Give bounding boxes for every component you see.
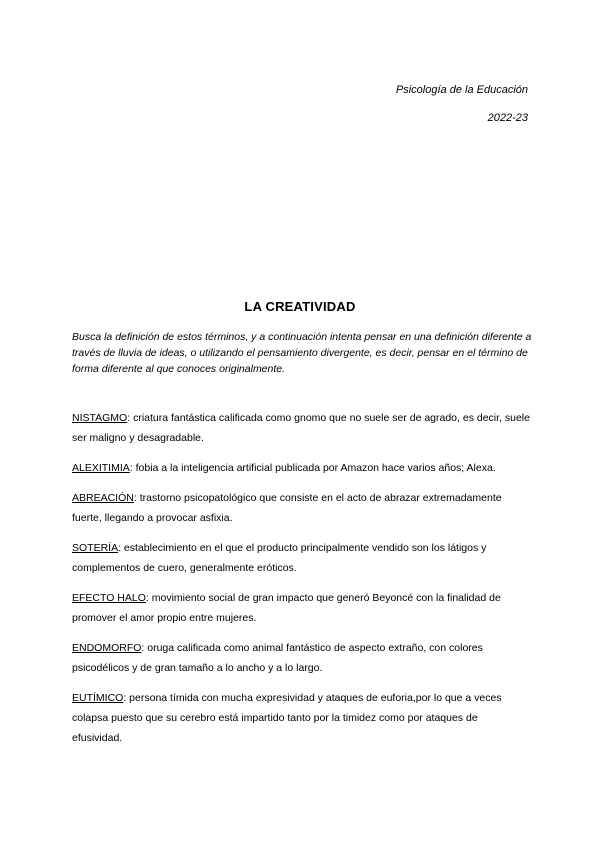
document-title: LA CREATIVIDAD <box>244 299 356 314</box>
term-nistagmo <box>72 408 530 448</box>
terms-list <box>72 408 530 758</box>
term-separator: : <box>141 642 145 654</box>
term-name: ALEXITIMIA <box>72 462 130 474</box>
term-definition: criatura fantástica calificada como gnomo que no suele ser de agrado, es decir, suele ser maligno y desagradable. <box>72 412 530 444</box>
term-soteria <box>72 538 530 578</box>
term-definition: fobia a la inteligencia artificial publicada por Amazon hace varios años; Alexa. <box>132 462 496 474</box>
term-alexitimia <box>72 458 530 478</box>
term-name: EFECTO HALO <box>72 592 146 604</box>
academic-year: 2022-23 <box>487 112 528 124</box>
term-name: ABREACIÓN <box>72 492 134 504</box>
term-efecto-halo <box>72 588 530 628</box>
term-definition: movimiento social de gran impacto que generó Beyoncé con la finalidad de promover el amor propio entre mujeres. <box>72 592 501 624</box>
term-definition: trastorno psicopatológico que consiste en el acto de abrazar extremadamente fuerte, llegando a provocar asfixia. <box>72 492 502 524</box>
term-separator: : <box>127 412 131 424</box>
term-separator: : <box>129 462 133 474</box>
term-definition: establecimiento en el que el producto principalmente vendido son los látigos y complementos de cuero, generalmente eróticos. <box>72 542 487 574</box>
term-name: EUTÍMICO <box>72 692 124 704</box>
term-separator: : <box>145 592 149 604</box>
term-name: SOTERÍA <box>72 542 119 554</box>
term-definition: oruga calificada como animal fantástico de aspecto extraño, con colores psicodélicos y de gran tamaño a lo ancho y a lo largo. <box>72 642 483 674</box>
term-separator: : <box>133 492 137 504</box>
course-name: Psicología de la Educación <box>395 84 528 96</box>
term-abreacion <box>72 488 530 528</box>
term-separator: : <box>118 542 122 554</box>
term-endomorfo <box>72 638 530 678</box>
term-definition: persona tímida con mucha expresividad y ataques de euforia,por lo que a veces colapsa puesto que su cerebro está impartido tanto por la timidez como por ataques de efusividad. <box>72 692 502 744</box>
term-name: ENDOMORFO <box>72 642 142 654</box>
term-eutimico <box>72 688 530 748</box>
instructions-paragraph: Busca la definición de estos términos, y a continuación intenta pensar en una definición diferente a través de lluvia de ideas, o utilizando el pensamiento divergente, es decir, pensar en el término de forma diferente al que conoces originalmente. <box>72 331 532 375</box>
term-name: NISTAGMO <box>72 412 128 424</box>
term-separator: : <box>123 692 127 704</box>
